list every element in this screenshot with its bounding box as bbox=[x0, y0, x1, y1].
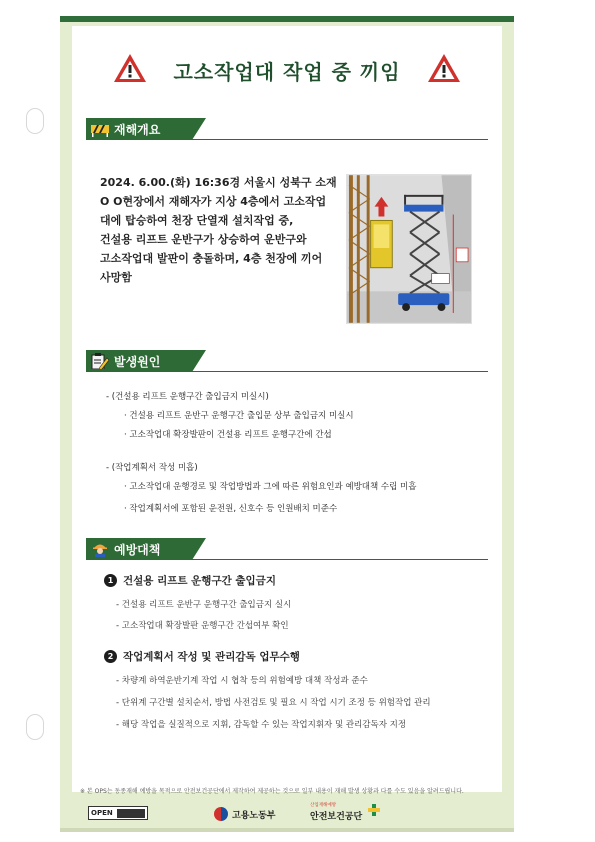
cause-item: · 고소작업대 운행경로 및 작업방법과 그에 따른 위험요인과 예방대책 수립 미흡 bbox=[124, 482, 417, 492]
cause-heading: - (건설용 리프트 운행구간 출입금지 미실시) bbox=[106, 392, 269, 402]
prevention-item: - 건설용 리프트 운반구 운행구간 출입금지 실시 bbox=[116, 600, 292, 610]
cause-heading: - (작업계획서 작성 미흡) bbox=[106, 463, 198, 473]
binder-hole bbox=[26, 714, 44, 740]
summary-line: 건설용 리프트 운반구가 상승하여 운반구와 bbox=[100, 233, 307, 246]
prevention-heading-text: 작업계획서 작성 및 관리감독 업무수행 bbox=[123, 651, 300, 663]
summary-line: O O현장에서 재해자가 지상 4층에서 고소작업 bbox=[100, 195, 327, 208]
open-license-logo bbox=[88, 806, 148, 820]
prevention-heading bbox=[104, 649, 300, 664]
section-divider bbox=[86, 139, 488, 140]
section-label: 발생원인 bbox=[114, 355, 161, 369]
cause-item: · 건설용 리프트 운반구 운행구간 출입문 상부 출입금지 미실시 bbox=[124, 411, 354, 421]
warning-icon bbox=[426, 52, 462, 84]
taegeuk-emblem-icon bbox=[214, 807, 228, 821]
clipboard-pencil-icon bbox=[91, 353, 109, 369]
license-marks-icon bbox=[117, 809, 145, 818]
ops-poster bbox=[60, 16, 514, 832]
summary-line: 고소작업대 발판이 충돌하며, 4층 천장에 끼어 bbox=[100, 252, 323, 265]
cause-item: · 작업계획서에 포함된 운전원, 신호수 등 인원배치 미준수 bbox=[124, 504, 338, 514]
ministry-name: 고용노동부 bbox=[232, 811, 276, 821]
prevention-item: - 차량계 하역운반기계 작업 시 협착 등의 위험예방 대책 작성과 준수 bbox=[116, 676, 368, 686]
section-header-cause bbox=[86, 350, 208, 372]
binder-hole bbox=[26, 108, 44, 134]
summary-line: 2024. 6.00.(화) 16:36경 서울시 성북구 소재 bbox=[100, 176, 337, 189]
prevention-item: - 고소작업대 확장발판 운행구간 간섭여부 확인 bbox=[116, 621, 289, 631]
section-header-overview bbox=[86, 118, 208, 140]
summary-line: 대에 탑승하여 천장 단열재 설치작업 중, bbox=[100, 214, 294, 227]
number-badge: 2 bbox=[104, 650, 117, 663]
title-banner bbox=[72, 26, 502, 122]
section-label: 예방대책 bbox=[114, 543, 161, 557]
hazard-stripes-icon bbox=[91, 121, 109, 137]
cause-item: · 고소작업대 확장발판이 건설용 리프트 운행구간에 간섭 bbox=[124, 430, 332, 440]
top-accent-bar bbox=[60, 16, 514, 22]
footer-note: ※ 본 OPS는 동종재해 예방을 목적으로 안전보건공단에서 제작하여 제공하는 것으로 일부 내용이 재해 발생 상황과 다를 수도 있음을 알려드립니다. bbox=[80, 788, 464, 795]
section-divider bbox=[86, 371, 488, 372]
safety-worker-icon bbox=[91, 541, 109, 557]
agency-cross-icon bbox=[368, 804, 380, 816]
section-header-prevention bbox=[86, 538, 208, 560]
section-label: 재해개요 bbox=[114, 123, 161, 137]
bottom-accent-bar bbox=[60, 828, 514, 832]
number-badge: 1 bbox=[104, 574, 117, 587]
prevention-heading-text: 건설용 리프트 운행구간 출입금지 bbox=[123, 575, 276, 587]
agency-tagline: 산업재해예방 bbox=[310, 803, 337, 808]
section-divider bbox=[86, 559, 488, 560]
prevention-item: - 해당 작업을 실질적으로 지휘, 감독할 수 있는 작업지휘자 및 관리감독자 지정 bbox=[116, 720, 407, 730]
open-label: OPEN bbox=[91, 809, 113, 817]
agency-name: 안전보건공단 bbox=[310, 812, 363, 822]
prevention-item: - 단위계 구간별 설치순서, 방법 사전검토 및 필요 시 작업 시기 조정 등 위험작업 관리 bbox=[116, 698, 431, 708]
accident-summary bbox=[100, 173, 338, 287]
page-title: 고소작업대 작업 중 끼임 bbox=[173, 60, 401, 84]
summary-line: 사망함 bbox=[100, 271, 132, 284]
accident-illustration bbox=[346, 174, 472, 324]
prevention-heading bbox=[104, 573, 276, 588]
content-panel bbox=[72, 112, 502, 792]
